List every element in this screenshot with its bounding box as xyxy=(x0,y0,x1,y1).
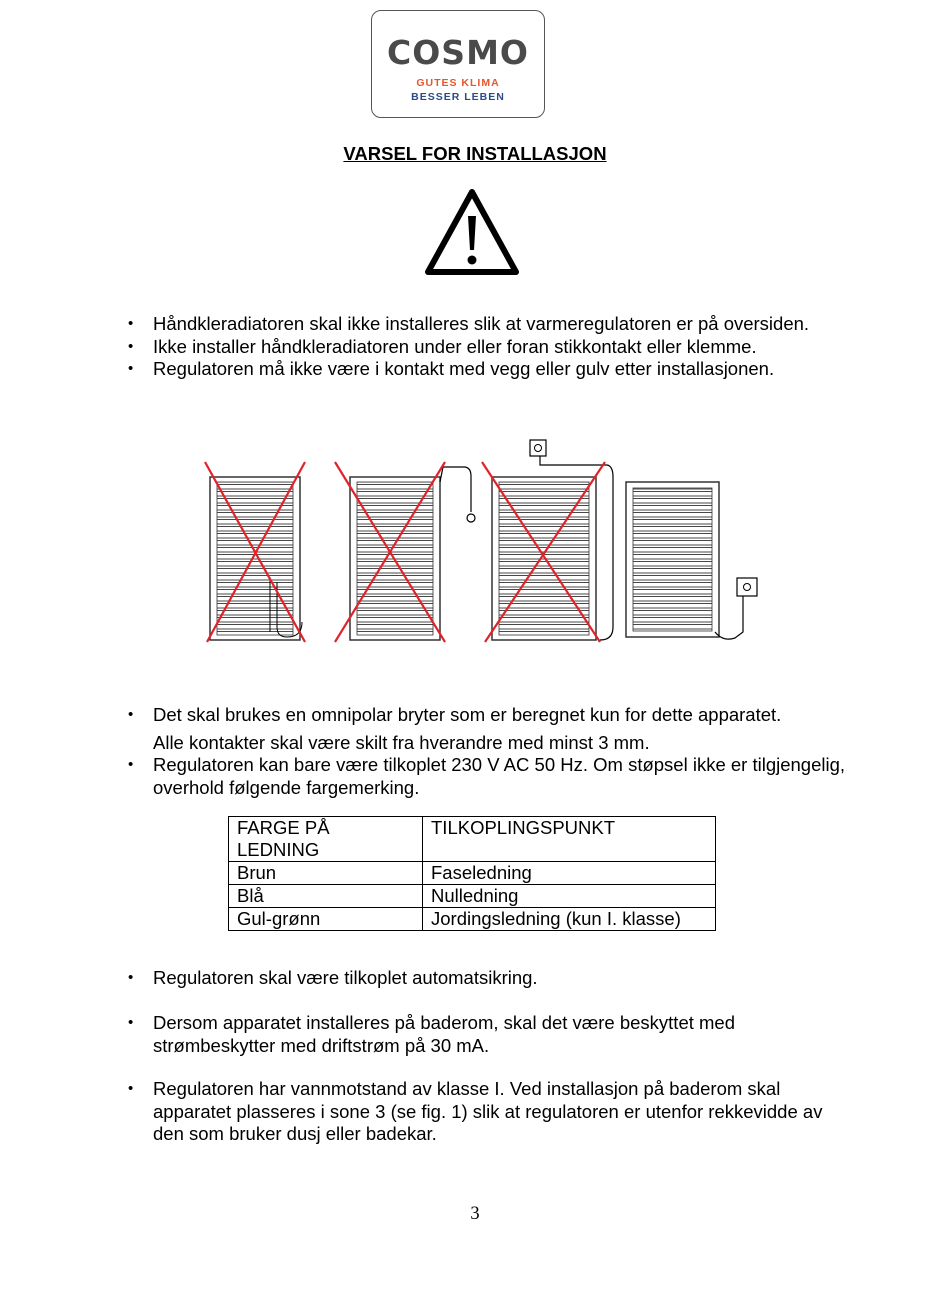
table-cell: Faseledning xyxy=(423,862,716,885)
table-cell: Nulledning xyxy=(423,885,716,908)
list-item: • Regulatoren skal være tilkoplet automatsikring. xyxy=(128,967,848,990)
electrical-list xyxy=(128,701,848,757)
page-title: VARSEL FOR INSTALLASJON xyxy=(343,143,607,164)
final-list-2 xyxy=(128,1012,828,1057)
list-item: • Regulatoren har vannmotstand av klasse I. Ved installasjon på baderom skal apparatet plasseres i sone 3 (se fig. 1) slik at regulatoren er utenfor rekkevidde av den som bruker dusj eller badekar. xyxy=(128,1078,840,1146)
table-cell: Gul-grønn xyxy=(229,908,423,931)
list-item: • Dersom apparatet installeres på baderom, skal det være beskyttet med strømbeskytter med driftstrøm på 30 mA. xyxy=(128,1012,828,1057)
radiator-crossed-icon xyxy=(482,440,613,642)
table-cell: Brun xyxy=(229,862,423,885)
page-number: 3 xyxy=(470,1204,480,1224)
list-item-line: • Det skal brukes en omnipolar bryter som er beregnet kun for dette apparatet. xyxy=(153,704,782,725)
wire-color-table xyxy=(228,816,716,931)
list-item: • Ikke installer håndkleradiatoren under eller foran stikkontakt eller klemme. xyxy=(128,336,848,359)
warning-triangle-icon xyxy=(423,186,521,278)
warning-list xyxy=(128,313,848,381)
brand-logo xyxy=(371,10,545,118)
table-cell: Jordingsledning (kun I. klasse) xyxy=(423,908,716,931)
list-item: • Håndkleradiatoren skal ikke installeres slik at varmeregulatoren er på oversiden. xyxy=(128,313,848,336)
logo-tagline-1: GUTES KLIMA xyxy=(416,77,500,89)
logo-brand-text: COSMO xyxy=(387,33,529,72)
installation-figure xyxy=(195,432,775,652)
final-list-3 xyxy=(128,1078,840,1146)
radiator-crossed-icon xyxy=(205,462,305,642)
table-header-row xyxy=(229,817,716,862)
table-row xyxy=(229,908,716,931)
table-cell: Blå xyxy=(229,885,423,908)
table-row xyxy=(229,862,716,885)
list-item: • Regulatoren må ikke være i kontakt med vegg eller gulv etter installasjonen. xyxy=(128,358,848,381)
table-header-cell: TILKOPLINGSPUNKT xyxy=(423,817,716,862)
list-item xyxy=(128,701,848,757)
radiator-crossed-icon xyxy=(335,462,475,642)
connection-list xyxy=(128,754,848,799)
final-list-1 xyxy=(128,967,848,990)
logo-tagline-2: BESSER LEBEN xyxy=(411,91,505,103)
table-header-cell: FARGE PÅ LEDNING xyxy=(229,817,423,862)
radiator-correct-icon xyxy=(626,482,757,639)
list-item: • Regulatoren kan bare være tilkoplet 230 V AC 50 Hz. Om støpsel ikke er tilgjengelig, overhold følgende fargemerking. xyxy=(128,754,848,799)
table-row xyxy=(229,885,716,908)
list-item-line: Alle kontakter skal være skilt fra hverandre med minst 3 mm. xyxy=(153,732,650,753)
